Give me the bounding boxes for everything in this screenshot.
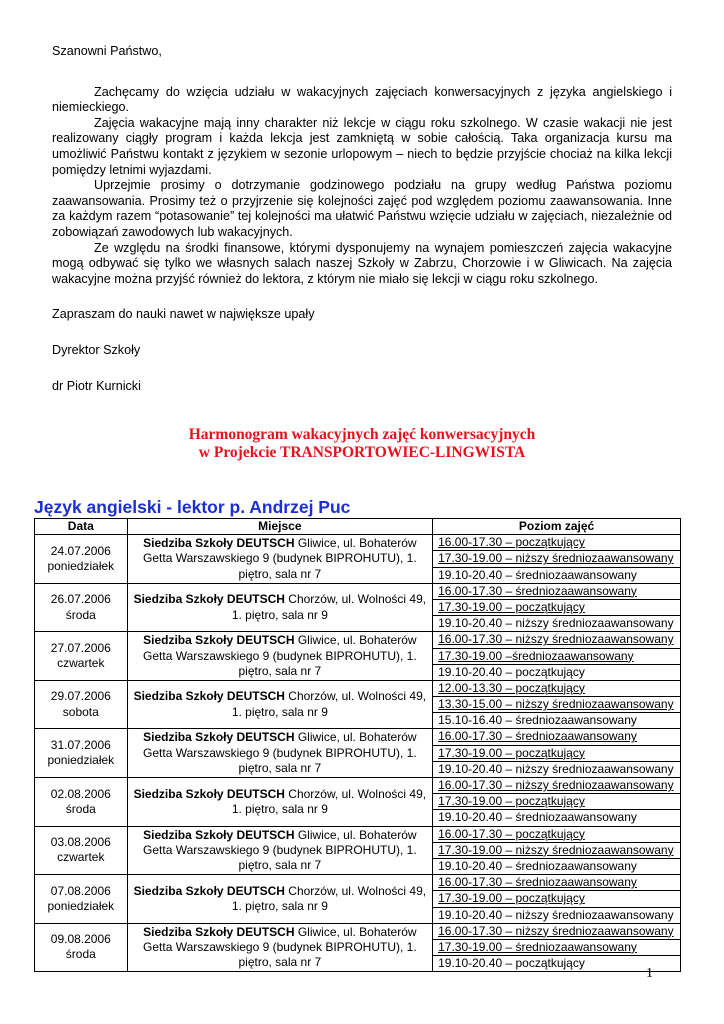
signature-title: Dyrektor Szkoły bbox=[52, 342, 141, 357]
cell-place bbox=[127, 923, 433, 972]
level-text: 19.10-20.40 – średniozaawansowany bbox=[438, 810, 637, 825]
cell-place bbox=[127, 632, 433, 681]
place-name: Siedziba Szkoły DEUTSCH bbox=[133, 786, 285, 801]
cell-level bbox=[433, 826, 681, 875]
level-text: 19.10-20.40 – niższy średniozaawansowany bbox=[438, 761, 674, 776]
place-address: Chorzów, ul. Wolności 49, 1. piętro, sala nr 9 bbox=[231, 786, 427, 816]
level-slot bbox=[433, 697, 680, 713]
place-address: Chorzów, ul. Wolności 49, 1. piętro, sala nr 9 bbox=[231, 689, 427, 719]
schedule-title-line1: Harmonogram wakacyjnych zajęć konwersacyjnych bbox=[188, 426, 536, 443]
cell-date bbox=[35, 535, 128, 584]
table-row bbox=[35, 729, 681, 778]
header-place: Miejsce bbox=[127, 519, 433, 535]
letter bbox=[52, 44, 672, 414]
date-value: 07.08.2006 bbox=[50, 883, 111, 898]
cell-place bbox=[127, 535, 433, 584]
level-slot bbox=[433, 600, 680, 616]
cell-place bbox=[127, 729, 433, 778]
level-slot bbox=[433, 729, 680, 745]
level-text: 19.10-20.40 – średniozaawansowany bbox=[438, 858, 637, 873]
page-number: 1 bbox=[646, 966, 653, 981]
level-text: 16.00-17.30 – niższy średniozaawansowany bbox=[438, 778, 674, 793]
place-address: Chorzów, ul. Wolności 49, 1. piętro, sala nr 9 bbox=[231, 592, 427, 622]
invitation: Zapraszam do nauki nawet w największe upały bbox=[52, 307, 315, 322]
schedule-title-line2: w Projekcie TRANSPORTOWIEC-LINGWISTA bbox=[198, 444, 526, 461]
header-level: Poziom zajęć bbox=[433, 519, 681, 535]
cell-date bbox=[35, 729, 128, 778]
date-value: 26.07.2006 bbox=[50, 592, 111, 607]
cell-place bbox=[127, 826, 433, 875]
place-name: Siedziba Szkoły DEUTSCH bbox=[133, 689, 285, 704]
level-slot bbox=[433, 632, 680, 648]
level-text: 17.30-19.00 – początkujący bbox=[438, 891, 585, 906]
place-name: Siedziba Szkoły DEUTSCH bbox=[143, 633, 295, 648]
table-row bbox=[35, 680, 681, 729]
level-slot bbox=[433, 681, 680, 697]
paragraph: Ze względu na środki finansowe, którymi dysponujemy na wynajem pomieszczeń zajęcia wakacyjne mogą odbywać się tylko we własnych salach naszej Szkoły w Zabrzu, Chorzowie i w Gliwicach. Na zajęcia wakacyjne można przyjść również do lektora, z którym nie miało się lekcji w ciągu roku szkolnego. bbox=[52, 240, 672, 286]
level-slot bbox=[433, 616, 680, 631]
schedule-title bbox=[0, 426, 724, 462]
day-value: sobota bbox=[62, 704, 99, 719]
table-row bbox=[35, 826, 681, 875]
place-name: Siedziba Szkoły DEUTSCH bbox=[133, 883, 285, 898]
level-text: 17.30-19.00 – niższy średniozaawansowany bbox=[438, 842, 674, 857]
level-text: 16.00-17.30 – średniozaawansowany bbox=[438, 583, 637, 598]
level-text: 19.10-20.40 – niższy średniozaawansowany bbox=[438, 616, 674, 631]
level-text: 16.00-17.30 – średniozaawansowany bbox=[438, 729, 637, 744]
table-row bbox=[35, 632, 681, 681]
place-name: Siedziba Szkoły DEUTSCH bbox=[143, 730, 295, 745]
cell-level bbox=[433, 875, 681, 924]
greeting: Szanowni Państwo, bbox=[52, 44, 162, 58]
level-text: 16.00-17.30 – niższy średniozaawansowany bbox=[438, 632, 674, 647]
level-text: 19.10-20.40 – średniozaawansowany bbox=[438, 567, 637, 582]
level-slot bbox=[433, 665, 680, 680]
level-text: 13.30-15.00 – niższy średniozaawansowany bbox=[438, 697, 674, 712]
day-value: poniedziałek bbox=[47, 558, 115, 573]
table-row bbox=[35, 535, 681, 584]
level-slot bbox=[433, 568, 680, 583]
place-name: Siedziba Szkoły DEUTSCH bbox=[143, 536, 295, 551]
level-text: 19.10-20.40 – niższy średniozaawansowany bbox=[438, 907, 674, 922]
place-address: Chorzów, ul. Wolności 49, 1. piętro, sala nr 9 bbox=[231, 883, 427, 913]
paragraph: Zajęcia wakacyjne mają inny charakter niż lekcje w ciągu roku szkolnego. W czasie wakacji nie jest realizowany ciągły program i każda lekcja jest zamkniętą w sobie całością. Taka organizacja kursu ma umożliwić Państwu kontakt z językiem w sezonie urlopowym – niech to będzie przyjście chociaż na kilka lekcji pomiędzy letnimi wyjazdami. bbox=[52, 115, 672, 177]
cell-date bbox=[35, 923, 128, 972]
level-text: 16.00-17.30 – początkujący bbox=[438, 826, 585, 841]
level-slot bbox=[433, 956, 680, 971]
table-row bbox=[35, 583, 681, 632]
date-value: 29.07.2006 bbox=[50, 689, 111, 704]
cell-place bbox=[127, 680, 433, 729]
day-value: środa bbox=[65, 801, 96, 816]
date-value: 27.07.2006 bbox=[50, 640, 111, 655]
level-slot bbox=[433, 778, 680, 794]
date-value: 02.08.2006 bbox=[50, 786, 111, 801]
level-text: 17.30-19.00 – niższy średniozaawansowany bbox=[438, 551, 674, 566]
cell-date bbox=[35, 632, 128, 681]
place-name: Siedziba Szkoły DEUTSCH bbox=[143, 924, 295, 939]
level-slot bbox=[433, 859, 680, 874]
cell-level bbox=[433, 680, 681, 729]
level-slot bbox=[433, 908, 680, 923]
place-name: Siedziba Szkoły DEUTSCH bbox=[133, 592, 285, 607]
date-value: 24.07.2006 bbox=[50, 543, 111, 558]
cell-place bbox=[127, 778, 433, 827]
table-row bbox=[35, 778, 681, 827]
place-address: Gliwice, ul. Bohaterów Getta Warszawskiego 9 (budynek BIPROHUTU), 1. piętro, sala nr 7 bbox=[143, 730, 417, 775]
place-address: Gliwice, ul. Bohaterów Getta Warszawskiego 9 (budynek BIPROHUTU), 1. piętro, sala nr 7 bbox=[143, 827, 417, 872]
day-value: czwartek bbox=[57, 850, 105, 865]
signature-name: dr Piotr Kurnicki bbox=[52, 378, 141, 393]
cell-date bbox=[35, 778, 128, 827]
level-text: 17.30-19.00 –średniozaawansowany bbox=[438, 648, 634, 663]
place-name: Siedziba Szkoły DEUTSCH bbox=[143, 827, 295, 842]
level-slot bbox=[433, 584, 680, 600]
level-slot bbox=[433, 713, 680, 728]
level-text: 15.10-16.40 – średniozaawansowany bbox=[438, 713, 637, 728]
date-value: 31.07.2006 bbox=[50, 738, 111, 753]
table-row bbox=[35, 875, 681, 924]
place-address: Gliwice, ul. Bohaterów Getta Warszawskiego 9 (budynek BIPROHUTU), 1. piętro, sala nr 7 bbox=[143, 924, 417, 970]
level-slot bbox=[433, 810, 680, 825]
cell-level bbox=[433, 632, 681, 681]
level-slot bbox=[433, 746, 680, 762]
place-address: Gliwice, ul. Bohaterów Getta Warszawskiego 9 (budynek BIPROHUTU), 1. piętro, sala nr 7 bbox=[143, 633, 417, 678]
table-row bbox=[35, 923, 681, 972]
place-address: Gliwice, ul. Bohaterów Getta Warszawskiego 9 (budynek BIPROHUTU), 1. piętro, sala nr 7 bbox=[143, 536, 417, 581]
level-slot bbox=[433, 551, 680, 567]
level-slot bbox=[433, 940, 680, 956]
level-slot bbox=[433, 794, 680, 810]
cell-level bbox=[433, 778, 681, 827]
level-text: 16.00-17.30 – niższy średniozaawansowany bbox=[438, 923, 674, 938]
level-slot bbox=[433, 649, 680, 665]
cell-level bbox=[433, 535, 681, 584]
date-value: 03.08.2006 bbox=[50, 835, 111, 850]
level-text: 17.30-19.00 – początkujący bbox=[438, 794, 585, 809]
cell-level bbox=[433, 923, 681, 972]
date-value: 09.08.2006 bbox=[50, 932, 111, 947]
level-slot bbox=[433, 843, 680, 859]
level-slot bbox=[433, 762, 680, 777]
header-date: Data bbox=[35, 519, 128, 535]
section-heading: Język angielski - lektor p. Andrzej Puc bbox=[34, 497, 351, 517]
cell-place bbox=[127, 875, 433, 924]
table-body bbox=[35, 535, 681, 972]
level-slot bbox=[433, 891, 680, 907]
level-slot bbox=[433, 535, 680, 551]
cell-level bbox=[433, 729, 681, 778]
paragraph: Zachęcamy do wzięcia udziału w wakacyjnych zajęciach konwersacyjnych z języka angielskiego i niemieckiego. bbox=[52, 84, 672, 115]
level-text: 16.00-17.30 – średniozaawansowany bbox=[438, 875, 637, 890]
level-text: 19.10-20.40 – początkujący bbox=[438, 956, 585, 971]
day-value: środa bbox=[65, 947, 96, 962]
level-slot bbox=[433, 924, 680, 940]
closing bbox=[52, 307, 672, 394]
level-slot bbox=[433, 827, 680, 843]
level-text: 17.30-19.00 – początkujący bbox=[438, 745, 585, 760]
level-text: 12.00-13.30 – początkujący bbox=[438, 680, 585, 695]
cell-date bbox=[35, 680, 128, 729]
cell-date bbox=[35, 875, 128, 924]
cell-date bbox=[35, 826, 128, 875]
day-value: poniedziałek bbox=[47, 753, 115, 768]
paragraph: Uprzejmie prosimy o dotrzymanie godzinowego podziału na grupy według Państwa poziomu zaawansowania. Prosimy też o przyjrzenie się kolejności zajęć pod względem poziomu zaawansowania. Inne za każdym razem “potasowanie” tej kolejności ma ułatwić Państwu wzięcie udziału w zajęciach, niezależnie od zobowiązań zawodowych lub wakacyjnych. bbox=[52, 178, 672, 239]
schedule-table bbox=[34, 518, 681, 972]
level-text: 19.10-20.40 – początkujący bbox=[438, 664, 585, 679]
table-header-row bbox=[35, 519, 681, 535]
level-text: 17.30-19.00 – średniozaawansowany bbox=[438, 939, 637, 954]
cell-date bbox=[35, 583, 128, 632]
cell-level bbox=[433, 583, 681, 632]
level-slot bbox=[433, 875, 680, 891]
level-text: 17.30-19.00 – początkujący bbox=[438, 599, 585, 614]
day-value: poniedziałek bbox=[47, 898, 115, 913]
day-value: środa bbox=[65, 607, 96, 622]
cell-place bbox=[127, 583, 433, 632]
level-text: 16.00-17.30 – początkujący bbox=[438, 535, 585, 550]
day-value: czwartek bbox=[57, 656, 105, 671]
